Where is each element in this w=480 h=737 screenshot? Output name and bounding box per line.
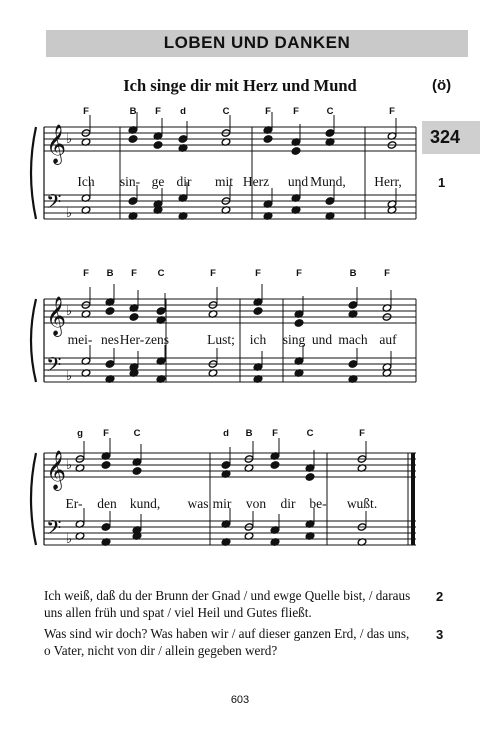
lyric-syllable: und	[287, 174, 309, 189]
tenor-note	[128, 197, 138, 205]
lyric-syllable: Lust;	[207, 332, 235, 347]
lyric-syllable: von	[245, 496, 267, 511]
verse-2-text: Ich weiß, daß du der Brunn der Gnad / und ewge Quelle bist, / daraus uns allen früh und spat / viel Heil und Gutes fließt.	[44, 588, 411, 620]
chord-label: F	[83, 106, 89, 117]
alto-note	[305, 473, 315, 481]
alto-note	[101, 461, 111, 469]
tenor-note	[105, 360, 115, 368]
chord-label: C	[157, 268, 165, 279]
lyric-syllable: nes	[101, 332, 119, 347]
alto-note	[263, 135, 273, 143]
flat-icon: ♭	[66, 206, 73, 221]
lyric-syllable: dir	[280, 496, 296, 511]
lyric-syllable: mach	[338, 332, 368, 347]
chord-label: F	[131, 268, 137, 279]
tenor-note	[325, 197, 335, 205]
system-brace	[31, 299, 36, 382]
flat-icon: ♭	[66, 304, 73, 319]
verse-number-2: 2	[436, 589, 444, 604]
lyric-syllable: Her-	[119, 332, 145, 347]
flat-icon: ♭	[66, 369, 73, 384]
chord-label: d	[223, 428, 229, 439]
lyric-syllable: Er-	[65, 496, 83, 511]
lyric-syllable: be-	[309, 496, 327, 511]
lyric-syllable: mir	[212, 496, 232, 511]
song-number: 324	[430, 127, 461, 147]
chord-label: F	[293, 106, 299, 117]
lyric-syllable: und	[311, 332, 333, 347]
bass-clef-icon: 𝄢	[46, 190, 62, 218]
chord-label: B	[106, 268, 114, 279]
chord-label: F	[210, 268, 216, 279]
lyric-syllable: sing	[282, 332, 306, 347]
soprano-note	[156, 307, 166, 315]
lyric-syllable: kund,	[129, 496, 161, 511]
alto-note	[129, 313, 139, 321]
bass-clef-icon: 𝄢	[46, 516, 62, 544]
lyric-syllable: Herz	[242, 174, 270, 189]
lyric-syllable: Mund,	[310, 174, 346, 189]
lyric-syllable: ge	[151, 174, 165, 189]
chord-label: B	[129, 106, 137, 117]
soprano-note	[325, 129, 335, 137]
system-brace	[31, 453, 36, 545]
bass-clef-icon: 𝄢	[46, 353, 62, 381]
chord-label: F	[255, 268, 261, 279]
chord-label: F	[296, 268, 302, 279]
chord-label: F	[272, 428, 278, 439]
chord-label: C	[326, 106, 334, 117]
chord-label: F	[83, 268, 89, 279]
chord-label: F	[265, 106, 271, 117]
alto-note	[128, 135, 138, 143]
chord-label: F	[384, 268, 390, 279]
treble-clef-icon: 𝄞	[46, 450, 67, 490]
chord-label: F	[359, 428, 365, 439]
verse-3-text: Was sind wir doch? Was haben wir / auf dieser ganzen Erd, / das uns, o Vater, nicht von dir / allein gegeben werd?	[44, 626, 410, 658]
tenor-note	[348, 360, 358, 368]
alto-note	[105, 307, 115, 315]
lyric-syllable: ich	[249, 332, 267, 347]
verse-number-1: 1	[438, 175, 446, 190]
alto-note	[270, 461, 280, 469]
chord-label: F	[155, 106, 161, 117]
alto-note	[294, 319, 304, 327]
chord-label: g	[77, 428, 83, 439]
lyrics	[66, 174, 402, 511]
flat-icon: ♭	[66, 132, 73, 147]
system-brace	[31, 127, 36, 219]
chord-label: C	[306, 428, 314, 439]
treble-clef-icon: 𝄞	[46, 124, 67, 164]
final-barline-thick	[411, 453, 415, 545]
lyric-syllable: mei-	[67, 332, 93, 347]
lyric-syllable: wußt.	[346, 496, 378, 511]
soprano-note	[178, 135, 188, 143]
melody-marker: (ö)	[432, 77, 452, 94]
lyric-syllable: sin-	[119, 174, 141, 189]
alto-note	[253, 307, 263, 315]
soprano-note	[221, 461, 231, 469]
treble-clef-icon: 𝄞	[46, 296, 67, 336]
flat-icon: ♭	[66, 532, 73, 547]
chord-label: B	[349, 268, 357, 279]
section-title: LOBEN UND DANKEN	[163, 33, 351, 52]
verse-number-3: 3	[436, 627, 444, 642]
flat-icon: ♭	[66, 458, 73, 473]
chord-label: B	[245, 428, 253, 439]
lyric-syllable: den	[97, 496, 117, 511]
lyric-syllable: Herr,	[374, 174, 402, 189]
chord-label: C	[133, 428, 141, 439]
tenor-note	[101, 523, 111, 531]
lyric-syllable: auf	[379, 332, 397, 347]
alto-note	[153, 141, 163, 149]
soprano-note	[348, 301, 358, 309]
chord-label: d	[180, 106, 186, 117]
alto-note	[132, 467, 142, 475]
lyric-syllable: Ich	[77, 174, 95, 189]
page-number: 603	[230, 694, 250, 706]
chord-label: F	[389, 106, 395, 117]
chord-labels	[77, 106, 395, 439]
chord-label: F	[103, 428, 109, 439]
lyric-syllable: mit	[214, 174, 234, 189]
song-title: Ich singe dir mit Herz und Mund	[123, 76, 357, 95]
lyric-syllable: was	[187, 496, 209, 511]
lyric-syllable: zens	[145, 332, 169, 347]
lyric-syllable: dir	[176, 174, 192, 189]
chord-label: C	[222, 106, 230, 117]
alto-note	[291, 147, 301, 155]
